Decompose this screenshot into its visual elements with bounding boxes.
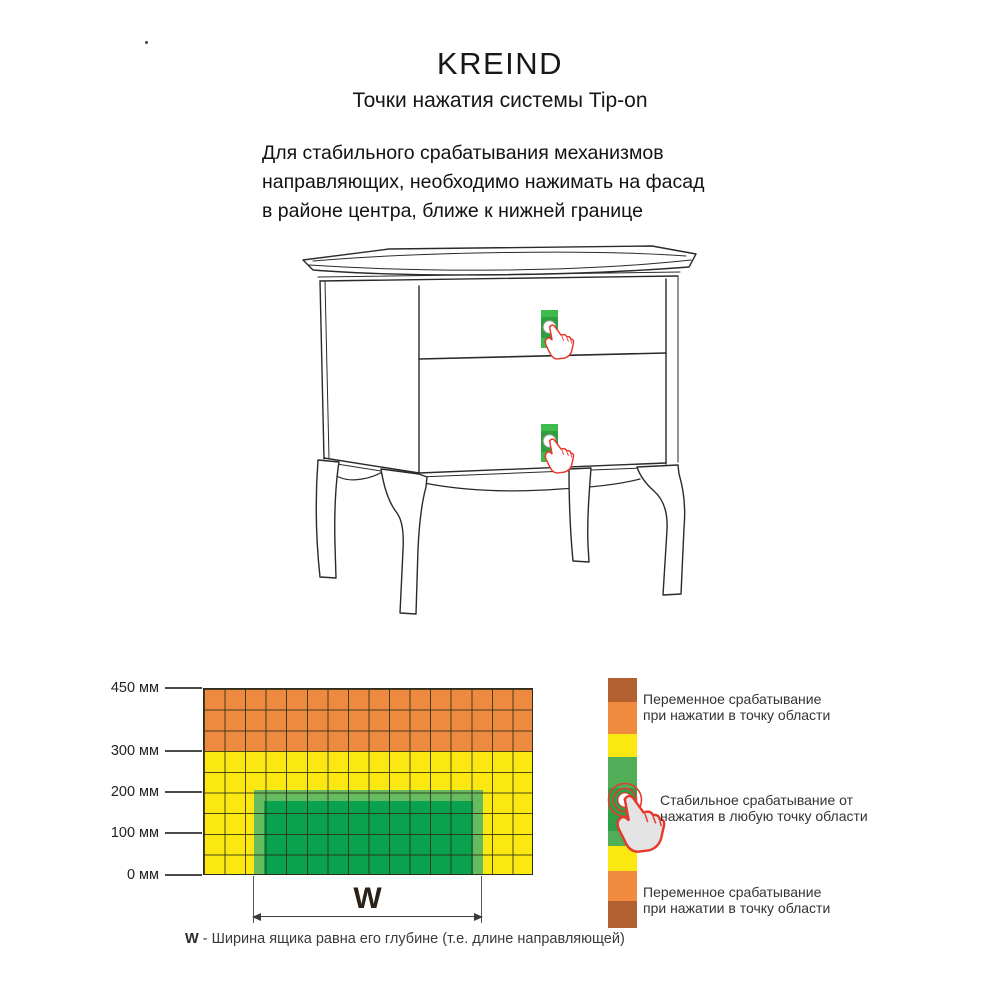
press-hand-icon	[545, 439, 573, 473]
intro-paragraph	[262, 139, 762, 226]
legend-item-stable: Стабильное срабатывание от нажатия в любую точку области	[660, 792, 868, 824]
press-hand-icon	[545, 325, 573, 359]
y-tick	[0, 742, 202, 760]
y-tick-label: 450 мм	[110, 680, 159, 696]
tick-line	[165, 687, 202, 689]
tick-line	[165, 874, 202, 876]
caption-bold-w: W	[185, 931, 199, 947]
caption-text: - Ширина ящика равна его глубине (т.е. длине направляющей)	[198, 931, 625, 947]
y-tick-label: 300 мм	[110, 743, 159, 759]
press-zone-dark-rect	[541, 431, 558, 452]
stray-dot	[145, 41, 148, 44]
tick-line	[165, 750, 202, 752]
y-tick	[0, 679, 202, 697]
y-tick	[0, 783, 202, 801]
press-point-upper	[541, 310, 574, 359]
y-tick-label: 0 мм	[126, 867, 159, 883]
diagram-caption	[185, 931, 625, 947]
legend-segment	[608, 702, 637, 734]
y-tick-label: 200 мм	[110, 784, 159, 800]
legend-item-variable-top: Переменное срабатывание при нажатии в точку области	[643, 691, 831, 723]
press-zone-dark-rect	[541, 317, 558, 338]
brand-title: KREIND	[436, 46, 564, 81]
header	[0, 46, 1000, 113]
press-zone-rect	[541, 310, 558, 348]
width-symbol: W	[353, 882, 382, 915]
tick-line	[165, 791, 202, 793]
page-subtitle: Точки нажатия системы Tip-on	[352, 89, 648, 112]
legend-segment	[608, 734, 637, 757]
legend-segment	[608, 678, 637, 702]
press-zone-rect	[541, 424, 558, 462]
press-point-lower	[541, 424, 574, 473]
grid-lines	[204, 689, 532, 874]
y-tick	[0, 824, 202, 842]
press-zone-grid	[203, 688, 533, 875]
y-tick-label: 100 мм	[110, 825, 159, 841]
y-tick	[0, 866, 202, 884]
intro-line: в районе центра, ближе к нижней границе	[262, 200, 643, 222]
tick-line	[165, 832, 202, 834]
legend-segment	[608, 901, 637, 928]
legend-segment	[608, 871, 637, 901]
dimension-line	[257, 916, 478, 917]
intro-line: направляющих, необходимо нажимать на фасад	[262, 171, 705, 193]
intro-line: Для стабильного срабатывания механизмов	[262, 142, 664, 164]
legend-item-variable-bottom: Переменное срабатывание при нажатии в точку области	[643, 884, 831, 916]
